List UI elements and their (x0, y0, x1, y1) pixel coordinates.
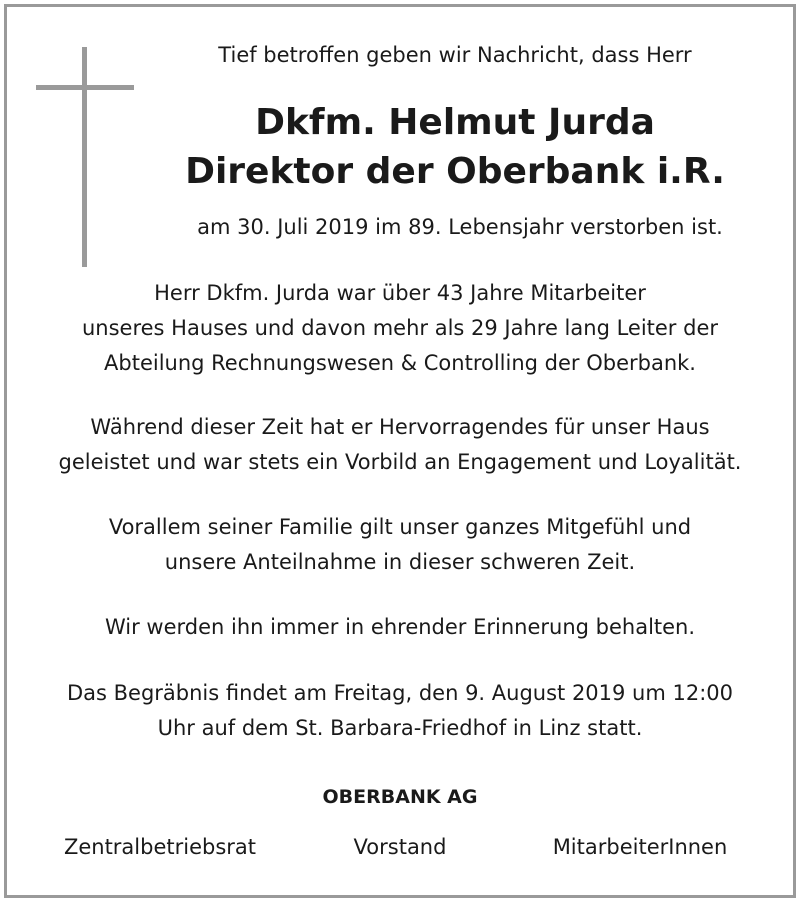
signatory-board: Vorstand (353, 835, 447, 859)
text-line: Uhr auf dem St. Barbara-Friedhof in Linz statt. (157, 716, 643, 740)
deceased-name: Dkfm. Helmut Jurda (255, 102, 655, 143)
text-line: Vorallem seiner Familie gilt unser ganzes Mitgefühl und (108, 515, 692, 539)
intro-line: Tief betroffen geben wir Nachricht, dass Herr (218, 43, 692, 67)
signatory-employees: MitarbeiterInnen (552, 835, 728, 859)
deceased-title: Direktor der Oberbank i.R. (185, 151, 725, 192)
paragraph-remembrance (0, 610, 800, 645)
cross-icon-horizontal (36, 85, 134, 90)
text-line: Das Begräbnis findet am Freitag, den 9. August 2019 um 12:00 (66, 681, 734, 705)
paragraph-career (0, 276, 800, 381)
paragraph-funeral (0, 676, 800, 746)
text-line: unseres Hauses und davon mehr als 29 Jahre lang Leiter der (81, 316, 719, 340)
company-name: OBERBANK AG (322, 786, 478, 808)
text-line: Während dieser Zeit hat er Hervorragendes für unser Haus (90, 415, 710, 439)
text-line: geleistet und war stets ein Vorbild an Engagement und Loyalität. (58, 450, 742, 474)
text-line: Wir werden ihn immer in ehrender Erinnerung behalten. (104, 615, 696, 639)
text-line: Abteilung Rechnungswesen & Controlling der Oberbank. (104, 351, 696, 375)
text-line: Herr Dkfm. Jurda war über 43 Jahre Mitarbeiter (154, 281, 646, 305)
death-date-line: am 30. Juli 2019 im 89. Lebensjahr verstorben ist. (197, 215, 723, 239)
signatory-works-council: Zentralbetriebsrat (63, 835, 257, 859)
cross-icon-vertical (82, 47, 87, 267)
paragraph-merit (0, 410, 800, 480)
text-line: unsere Anteilnahme in dieser schweren Zeit. (164, 550, 636, 574)
paragraph-condolence (0, 510, 800, 580)
